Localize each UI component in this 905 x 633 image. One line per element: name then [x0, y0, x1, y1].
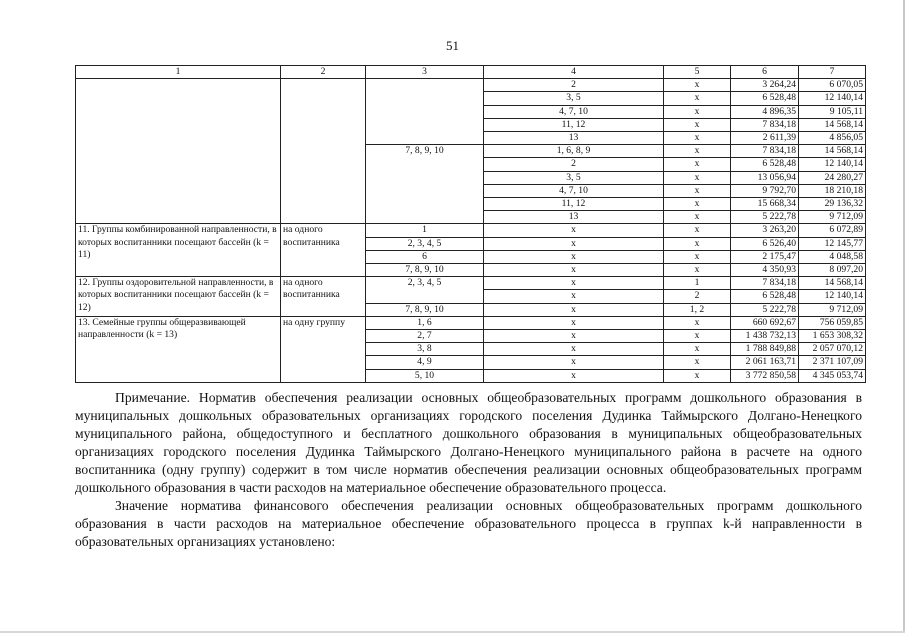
continued-unit-cell	[281, 79, 366, 224]
table-cell: 7 834,18	[731, 118, 799, 131]
table-cell: x	[484, 356, 664, 369]
note-section	[75, 389, 862, 551]
table-cell: 29 136,32	[799, 198, 866, 211]
table-cell: 660 692,67	[731, 316, 799, 329]
table-cell: 4, 7, 10	[484, 105, 664, 118]
table-cell: x	[664, 79, 731, 92]
table-cell: 8 097,20	[799, 264, 866, 277]
table-cell: 1 788 849,88	[731, 343, 799, 356]
table-cell: x	[484, 224, 664, 237]
header-cell: 1	[76, 66, 281, 79]
table-cell: 1 653 308,32	[799, 330, 866, 343]
table-cell: x	[664, 316, 731, 329]
table-cell: 3 772 850,58	[731, 369, 799, 382]
table-cell: x	[664, 343, 731, 356]
table-cell: 9 712,09	[799, 211, 866, 224]
table-cell: 6 070,05	[799, 79, 866, 92]
table-cell: 18 210,18	[799, 184, 866, 197]
table-cell: x	[664, 118, 731, 131]
table-cell: 6 526,40	[731, 237, 799, 250]
continued-age-cell	[366, 79, 484, 145]
table-cell: 3, 5	[484, 171, 664, 184]
table-cell: 5 222,78	[731, 303, 799, 316]
table-cell: x	[664, 237, 731, 250]
table-cell: 2 371 107,09	[799, 356, 866, 369]
table-cell: 11, 12	[484, 118, 664, 131]
table-cell: 9 712,09	[799, 303, 866, 316]
table-cell: 5, 10	[366, 369, 484, 382]
table-cell: 6	[366, 250, 484, 263]
table-cell: 24 280,27	[799, 171, 866, 184]
age-group-cell: 2, 3, 4, 5	[366, 277, 484, 303]
table-cell: 1	[664, 277, 731, 290]
table-cell: 13 056,94	[731, 171, 799, 184]
table-cell: 2, 7	[366, 330, 484, 343]
table-cell: 14 568,14	[799, 277, 866, 290]
table-cell: x	[664, 171, 731, 184]
table-cell: 14 568,14	[799, 118, 866, 131]
table-cell: x	[664, 224, 731, 237]
table-cell: 756 059,85	[799, 316, 866, 329]
table-row	[76, 316, 866, 329]
table-cell: x	[484, 277, 664, 290]
table-cell: x	[664, 105, 731, 118]
table-cell: 6 528,48	[731, 92, 799, 105]
table-cell: 1, 6, 8, 9	[484, 145, 664, 158]
table-cell: x	[484, 303, 664, 316]
group-11-unit: на одного воспитанника	[281, 224, 366, 277]
page-number: 51	[446, 38, 459, 53]
table-cell: 4 856,05	[799, 132, 866, 145]
table-row	[76, 277, 866, 290]
table-cell: x	[664, 264, 731, 277]
age-group-cell: 7, 8, 9, 10	[366, 145, 484, 224]
table-cell: 6 072,89	[799, 224, 866, 237]
table-cell: x	[664, 145, 731, 158]
table-cell: 3 263,20	[731, 224, 799, 237]
table-cell: 4 350,93	[731, 264, 799, 277]
table-cell: 6 528,48	[731, 158, 799, 171]
table-cell: 4 345 053,74	[799, 369, 866, 382]
table-cell: 12 140,14	[799, 158, 866, 171]
group-12-unit: на одного воспитанника	[281, 277, 366, 317]
header-cell: 3	[366, 66, 484, 79]
table-cell: 13	[484, 132, 664, 145]
table-cell: 1	[366, 224, 484, 237]
table-cell: x	[664, 198, 731, 211]
table-cell: 7, 8, 9, 10	[366, 303, 484, 316]
table-cell: x	[664, 158, 731, 171]
table-cell: x	[484, 264, 664, 277]
header-row	[76, 66, 866, 79]
table-cell: x	[664, 250, 731, 263]
table-cell: 4, 7, 10	[484, 184, 664, 197]
table-cell: x	[484, 330, 664, 343]
table-cell: 11, 12	[484, 198, 664, 211]
header-cell: 7	[799, 66, 866, 79]
table-cell: 7, 8, 9, 10	[366, 264, 484, 277]
table-cell: 2	[484, 79, 664, 92]
header-cell: 5	[664, 66, 731, 79]
table-cell: 9 105,11	[799, 105, 866, 118]
table-cell: 3 264,24	[731, 79, 799, 92]
table-cell: x	[664, 369, 731, 382]
continued-group-cell	[76, 79, 281, 224]
table-cell: 2 175,47	[731, 250, 799, 263]
table-cell: x	[664, 132, 731, 145]
table-cell: 7 834,18	[731, 277, 799, 290]
table-cell: 6 528,48	[731, 290, 799, 303]
table-cell: x	[484, 369, 664, 382]
table-cell: 3, 5	[484, 92, 664, 105]
group-13-unit: на одну группу	[281, 316, 366, 382]
group-12-name: 12. Группы оздоровительной направленности, в которых воспитанники посещают бассейн (k = 12)	[76, 277, 281, 317]
table-cell: 3, 8	[366, 343, 484, 356]
table-cell: 4 896,35	[731, 105, 799, 118]
norm-value-paragraph: Значение норматива финансового обеспечения реализации основных общеобразовательных программ дошкольного образования в части расходов на материальное обеспечение образовательного процесса в группах k-й направленности в образовательных организациях установлено:	[75, 498, 862, 549]
table-cell: 4, 9	[366, 356, 484, 369]
table-cell: x	[664, 92, 731, 105]
table-cell: 12 145,77	[799, 237, 866, 250]
group-13-name: 13. Семейные группы общеразвивающей направленности (k = 13)	[76, 316, 281, 382]
table-row	[76, 224, 866, 237]
group-11-name: 11. Группы комбинированной направленности, в которых воспитанники посещают бассейн (k = 11)	[76, 224, 281, 277]
table-cell: 12 140,14	[799, 290, 866, 303]
table-cell: 7 834,18	[731, 145, 799, 158]
table-cell: x	[484, 316, 664, 329]
table-cell: x	[664, 356, 731, 369]
table-cell: x	[664, 330, 731, 343]
note-paragraph: Примечание. Норматив обеспечения реализации основных общеобразовательных программ дошкольного образования в муниципальных дошкольных образовательных организациях городского поселения Дудинка Таймырского Долгано-Ненецкого муниципального района, общедоступного и бесплатного дошкольного образования в муниципальных общеобразовательных организациях городского поселения Дудинка Таймырского Долгано-Ненецкого муниципального района в расчете на одного воспитанника (одну группу) содержит в том числе норматив обеспечения реализации основных общеобразовательных программ дошкольного образования в части расходов на материальное обеспечение образовательного процесса.	[75, 390, 862, 495]
header-cell: 6	[731, 66, 799, 79]
table-cell: x	[664, 184, 731, 197]
table-row	[76, 79, 866, 92]
table-cell: 2 061 163,71	[731, 356, 799, 369]
table-cell: 1, 2	[664, 303, 731, 316]
table-cell: 9 792,70	[731, 184, 799, 197]
table-cell: 5 222,78	[731, 211, 799, 224]
table-cell: x	[484, 250, 664, 263]
table-cell: 12 140,14	[799, 92, 866, 105]
header-cell: 2	[281, 66, 366, 79]
table-cell: 2 611,39	[731, 132, 799, 145]
table-cell: 15 668,34	[731, 198, 799, 211]
table-cell: x	[484, 343, 664, 356]
table-cell: 2	[484, 158, 664, 171]
table-cell: 1 438 732,13	[731, 330, 799, 343]
table-cell: 2, 3, 4, 5	[366, 237, 484, 250]
table-cell: 2 057 070,12	[799, 343, 866, 356]
table-cell: 1, 6	[366, 316, 484, 329]
table-cell: 2	[664, 290, 731, 303]
table-cell: 4 048,58	[799, 250, 866, 263]
table-cell: x	[484, 290, 664, 303]
table-cell: 13	[484, 211, 664, 224]
table-cell: x	[484, 237, 664, 250]
norm-table	[75, 65, 866, 383]
table-cell: x	[664, 211, 731, 224]
table-cell: 14 568,14	[799, 145, 866, 158]
header-cell: 4	[484, 66, 664, 79]
